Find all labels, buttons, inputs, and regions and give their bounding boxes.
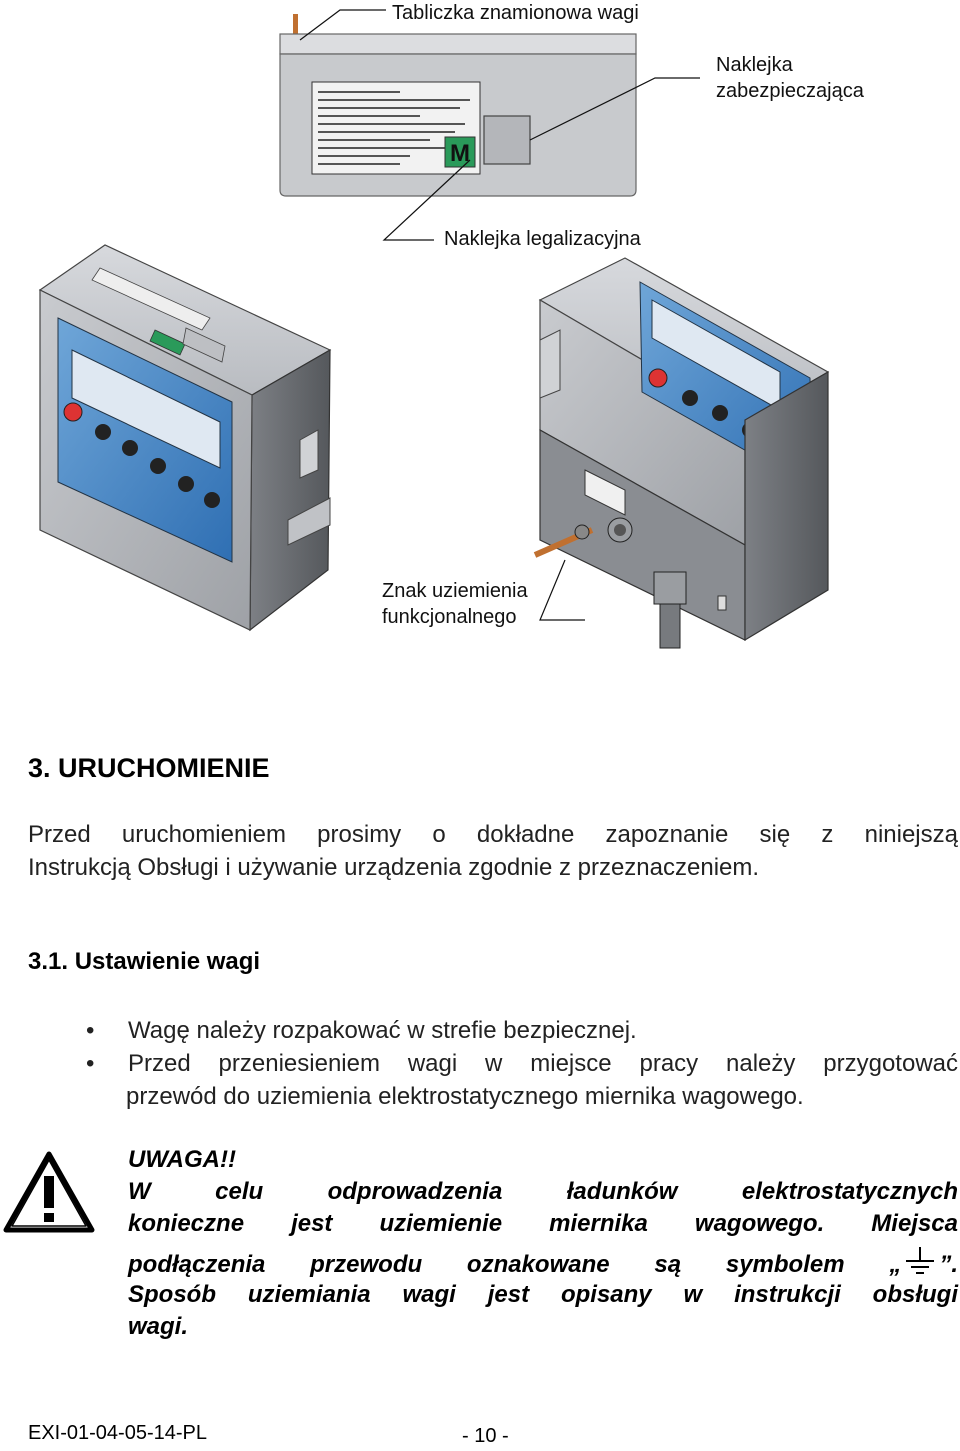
warning-triangle-icon <box>2 1150 96 1234</box>
callout-nameplate: Tabliczka znamionowa wagi <box>392 2 639 24</box>
nameplate-view <box>280 14 636 196</box>
bullet-2-line-2: przewód do uziemienia elektrostatycznego miernika wagowego. <box>126 1083 804 1110</box>
section-title: 3. URUCHOMIENIE <box>28 753 270 783</box>
security-sticker <box>484 116 530 164</box>
warning-line-3: konieczne jest uziemienie miernika wagowego. Miejsca <box>128 1210 958 1237</box>
bullet-dot-2: • <box>86 1050 95 1077</box>
warning-line-6: wagi. <box>128 1313 189 1340</box>
ground-wire <box>293 14 298 36</box>
subsection-title: 3.1. Ustawienie wagi <box>28 948 261 975</box>
warning-heading: UWAGA!! <box>128 1146 236 1173</box>
intro-line-1: Przed uruchomieniem prosimy o dokładne zapoznanie się z niniejszą <box>28 821 958 848</box>
footer-page-number: - 10 - <box>462 1425 509 1447</box>
callout-legalization-sticker: Naklejka legalizacyjna <box>444 228 641 250</box>
footer-doc-code: EXI-01-04-05-14-PL <box>28 1422 207 1444</box>
warning-line-4: podłączenia przewodu oznakowane są symbolem „ ”. <box>128 1247 958 1283</box>
bullet-dot-1: • <box>86 1017 95 1044</box>
device-right <box>535 258 828 648</box>
ground-symbol-icon <box>903 1247 937 1283</box>
warning-line-2: W celu odprowadzenia ładunków elektrostatycznych <box>128 1178 958 1205</box>
warning-line-5: Sposób uziemiania wagi jest opisany w instrukcji obsługi <box>128 1281 958 1308</box>
device-left <box>40 245 330 630</box>
svg-text:M: M <box>450 140 470 167</box>
callout-security-sticker: Naklejka zabezpieczająca <box>716 54 864 102</box>
callout-ground: Znak uziemienia funkcjonalnego <box>382 580 528 628</box>
bullet-2-line-1: Przed przeniesieniem wagi w miejsce pracy należy przygotować <box>128 1050 958 1077</box>
intro-line-2: Instrukcją Obsługi i używanie urządzenia zgodnie z przeznaczeniem. <box>28 854 760 881</box>
enclosure-rim <box>280 34 636 54</box>
bullet-1: Wagę należy rozpakować w strefie bezpiecznej. <box>128 1017 637 1044</box>
